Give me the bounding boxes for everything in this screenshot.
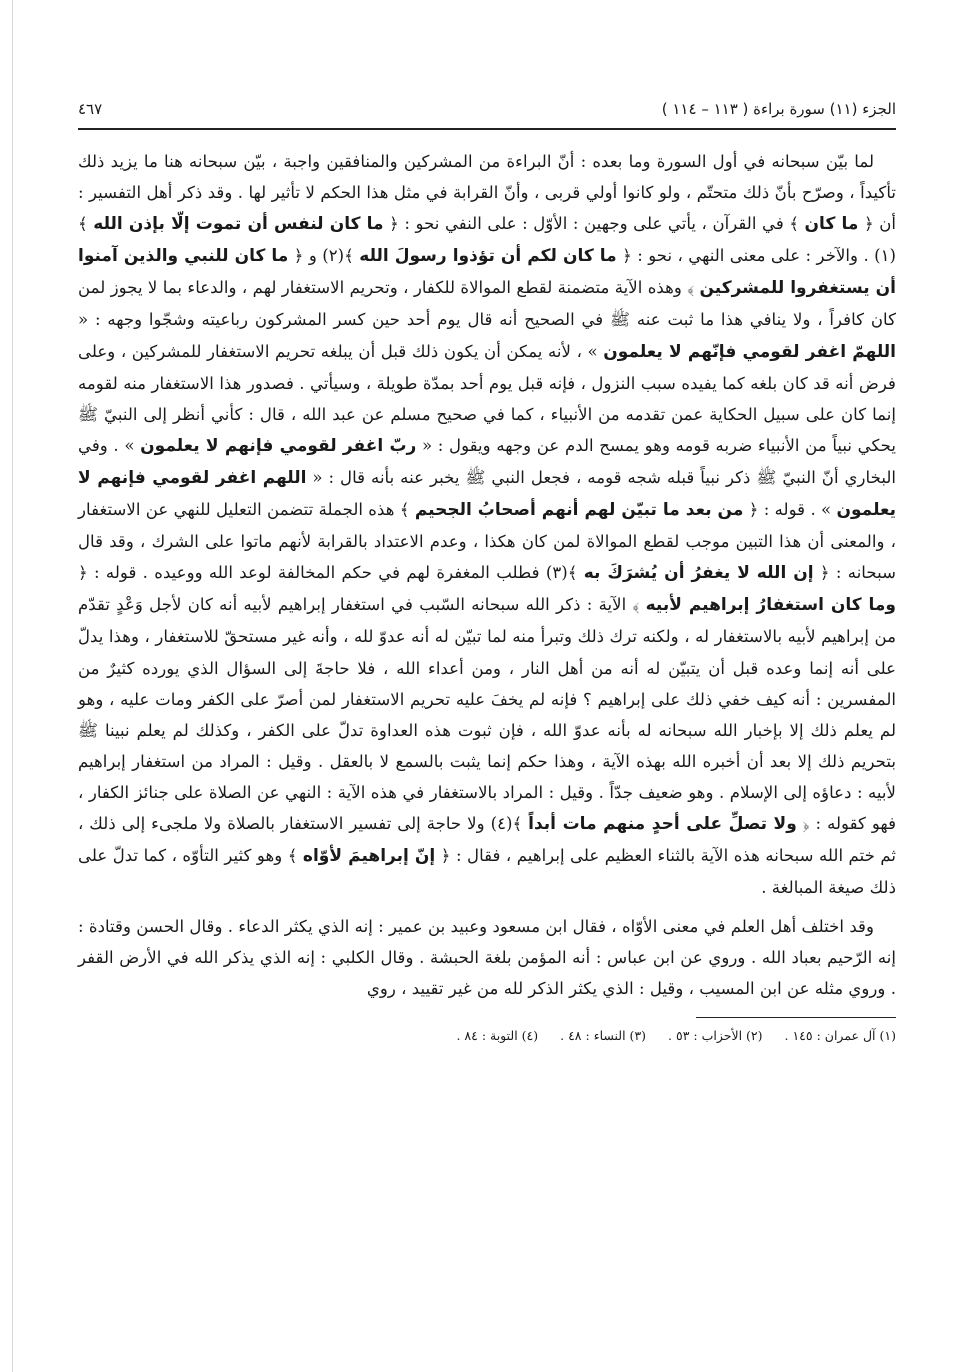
page-number: ٤٦٧ <box>78 100 103 118</box>
header-title: الجزء (١١) سورة براءة ( ١١٣ – ١١٤ ) <box>661 100 896 118</box>
quoted-verse: إنّ إبراهيمَ لأوّاه <box>302 846 436 867</box>
text-run: لما بيّن سبحانه في أول السورة وما بعده : أنّ البراءة من المشركين والمنافقين واجبة ، بيّن سبحانه هنا ما يزيد ذلك تأكيداً ، وصرّح بأنّ ذلك متحتّم ، ولو كانوا أولي قربى ، وأنّ القرابة في مثل هذا الحكم لا تأثير لها . وقد ذكر أهل التفسير : أن ﴿ <box>78 152 897 234</box>
footnotes <box>78 1026 896 1046</box>
page-edge-mark <box>12 0 13 1372</box>
quoted-verse: وما كان استغفارُ إبراهيم لأبيه <box>645 595 896 616</box>
quoted-verse: ما كان لنفس أن تموت إلّا بإذن الله <box>93 214 384 235</box>
footnote-1: (١) آل عمران : ١٤٥ . <box>784 1027 896 1043</box>
commentary-text <box>78 146 896 1005</box>
text-run: ﴾ وهذه الآية متضمنة لقطع الموالاة للكفار ، وتحريم الاستغفار لهم ، والدعاء بما لا يجوز لمن كان كافراً ، ولا ينافي هذا ما ثبت عنه ﷺ في الصحيح أنه قال يوم أحد حين كسر المشركون رباعيته وشجّوا وجهه : « <box>78 278 896 330</box>
quoted-verse: ما كان لكم أن تؤذوا رسولَ الله <box>359 246 617 267</box>
footnote-2: (٢) الأحزاب : ٥٣ . <box>668 1027 763 1043</box>
quoted-verse: اللهمّ اغفر لقومي فإنّهم لا يعلمون <box>603 341 896 362</box>
text-run: ﴾ الآية : ذكر الله سبحانه السّبب في استغفار إبراهيم لأبيه أنه كان لأجل وَعْدٍ تقدّم من إبراهيم لأبيه بالاستغفار له ، ولكنه ترك ذلك وتبرأ منه لما تبيّن له أنه عدوّ لله ، وأنه غير مستحقّ للاستغفار ، وهذا يدلّ على أنه إنما وعده قبل أن يتبيّن له أنه من أهل النار ، ومن أعداء الله ، فلا حاجةَ إلى السؤال الذي يورده كثيرٌ من المفسرين : أنه كيف خفي ذلك على إبراهيم ؟ فإنه لم يخفَ عليه تحريم الاستغفار لمن أصرّ على الكفر ومات عليه ، وهو لم يعلم ذلك إلا بإخبار الله سبحانه له بأنه عدوّ الله ، فإن ثبوت هذه العداوة تدلّ على الكفر ، وكذلك لم يعلم نبينا ﷺ بتحريم ذلك إلا بعد أن أخبره الله بهذه الآية ، وهذا حكم إنما يثبت بالسمع لا بالعقل . وقيل : المراد من استغفار إبراهيم لأبيه : دعاؤه إلى الإسلام . وهو ضعيف جدّاً . وقيل : المراد بالاستغفار في هذه الآية : النهي عن الصلاة على جنائز الكفار ، فهو كقوله : ﴿ <box>78 595 897 833</box>
quoted-verse: ربّ اغفر لقومي فإنهم لا يعلمون <box>140 435 417 456</box>
running-header <box>78 92 896 126</box>
paragraph-1 <box>78 146 896 903</box>
header-rule <box>78 128 896 130</box>
text-run: ﴾(١) . والآخر : على معنى النهي ، نحو : ﴿ <box>78 214 896 266</box>
text-run: ﴾(٤) ولا حاجة إلى تفسير الاستغفار بالصلاة ولا ملجىء إلى ذلك ، ثم ختم الله سبحانه هذه الآية بالثناء العظيم على إبراهيم ، فقال : ﴿ <box>78 813 896 866</box>
quoted-verse: اللهم اغفر لقومي فإنهم لا يعلمون <box>78 467 896 521</box>
text-run: » . قوله : ﴿ <box>743 500 837 520</box>
text-run: ﴾ وهو كثير التأوّه ، كما تدلّ على ذلك صيغة المبالغة . <box>78 846 896 898</box>
text-run: ﴾(٢) و ﴿ <box>288 246 360 266</box>
book-page <box>78 92 896 1046</box>
footnote-3: (٣) النساء : ٤٨ . <box>560 1027 647 1043</box>
text-run: ﴾ في القرآن ، يأتي على وجهين : الأوّل : على النفي نحو : ﴿ <box>383 214 805 234</box>
footnote-4: (٤) التوبة : ٨٤ . <box>456 1027 539 1043</box>
quoted-verse: ولا تصلِّ على أحدٍ منهم مات أبداً <box>528 813 797 834</box>
quoted-verse: ما كان للنبي والذين آمنوا أن يستغفروا للمشركين <box>78 246 896 299</box>
quoted-verse: ما كان <box>804 214 859 235</box>
text-run: ﴾ هذه الجملة تتضمن التعليل للنهي عن الاستغفار ، والمعنى أن هذا التبين موجب لقطع الموالاة لمن كان هكذا ، وعدم الاعتداد بالقرابة لأنهم ماتوا على الشرك ، وقد قال سبحانه : ﴿ <box>78 500 896 583</box>
text-run: » . وفي البخاري أنّ النبيّ ﷺ ذكر نبياً قبله شجه قومه ، فجعل النبي ﷺ يخبر عنه بأنه قال : « <box>78 435 896 487</box>
quoted-verse: إن الله لا يغفرُ أن يُشرَكَ به <box>583 563 814 584</box>
text-run: ﴾(٣) فطلب المغفرة لهم في حكم المخالفة لوعد الله ووعيده . قوله : ﴿ <box>78 563 584 583</box>
quoted-verse: من بعد ما تبيّن لهم أنهم أصحابُ الجحيم <box>414 500 744 521</box>
footnote-rule <box>696 1017 896 1018</box>
text-run: » ، لأنه يمكن أن يكون ذلك قبل أن يبلغه تحريم الاستغفار للمشركين ، وعلى فرض أنه قد كان بلغه كما يفيده سبب النزول ، فإنه قبل يوم أحد بمدّة طويلة ، وسيأتي . فصدور هذا الاستغفار منه لقومه إنما كان على سبيل الحكاية عمن تقدمه من الأنبياء ، كما في صحيح مسلم عن عبد الله ، قال : كأني أنظر إلى النبيّ ﷺ يحكي نبياً من الأنبياء ضربه قومه وهو يمسح الدم عن وجهه ويقول : « <box>78 341 896 455</box>
paragraph-2: وقد اختلف أهل العلم في معنى الأوّاه ، فقال ابن مسعود وعبيد بن عمير : إنه الذي يكثر الدعاء . وقال الحسن وقتادة : إنه الرّحيم بعباد الله . وروي عن ابن عباس : أنه المؤمن بلغة الحبشة . وقال الكلبي : إنه الذي يذكر الله في الأرض القفر . وروي مثله عن ابن المسيب ، وقيل : الذي يكثر الذكر لله من غير تقييد ، روي <box>78 917 896 999</box>
